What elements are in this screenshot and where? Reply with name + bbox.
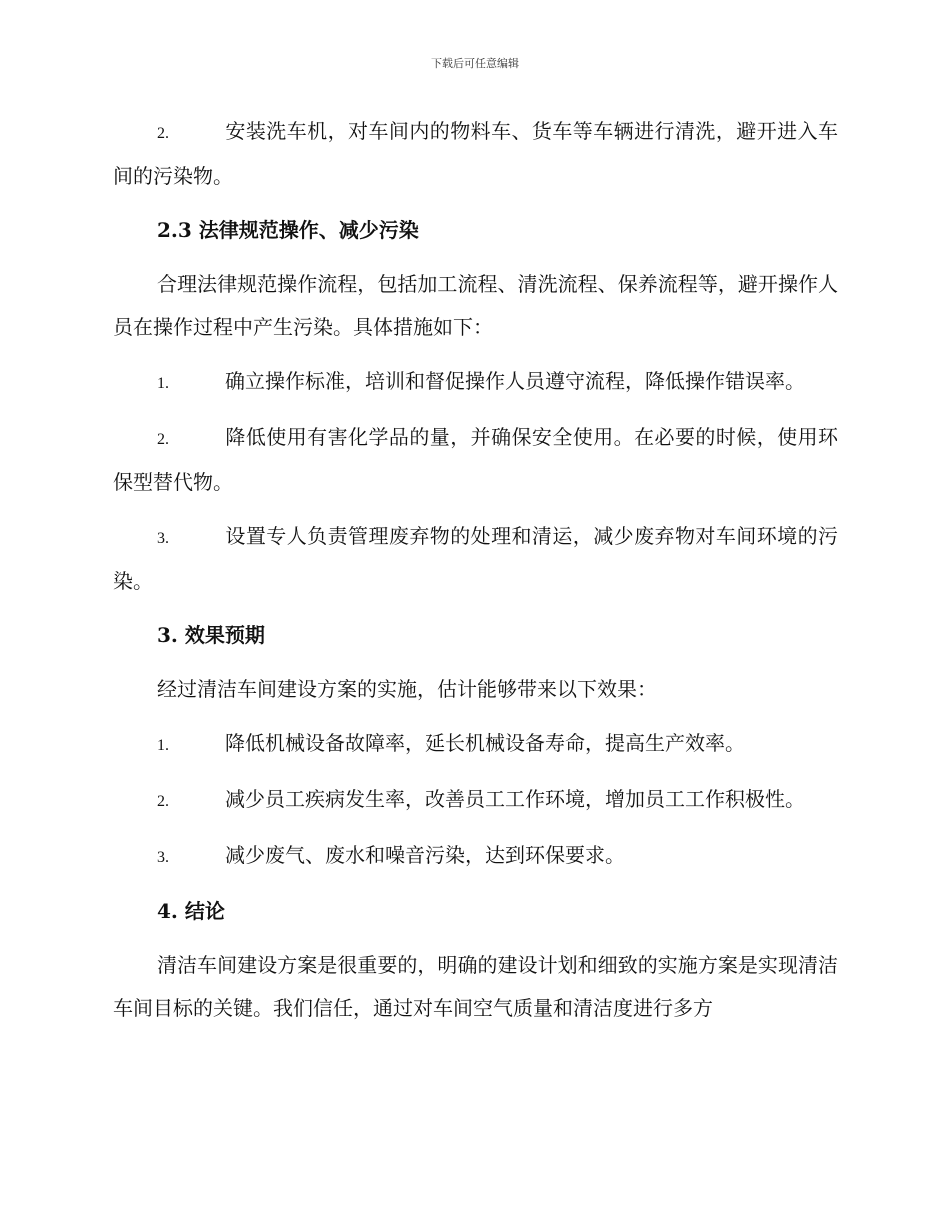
list-text: 安装洗车机，对车间内的物料车、货车等车辆进行清洗，避开进入车间的污染物。 [113, 119, 838, 188]
list-item [113, 110, 838, 198]
list-number: 1. [157, 375, 169, 392]
section-heading: 2.3 法律规范操作、减少污染 [157, 218, 419, 242]
list-text: 降低机械设备故障率，延长机械设备寿命，提高生产效率。 [225, 731, 745, 755]
list-number: 3. [157, 849, 169, 866]
paragraph: 清洁车间建设方案是很重要的，明确的建设计划和细致的实施方案是实现清洁车间目标的关键。我们信任，通过对车间空气质量和清洁度进行多方 [113, 953, 838, 1020]
list-number: 1. [157, 737, 169, 754]
list-text: 设置专人负责管理废弃物的处理和清运，减少废弃物对车间环境的污染。 [113, 524, 838, 593]
document-body [113, 110, 838, 1041]
list-number: 2. [157, 793, 169, 810]
list-number: 2. [157, 125, 169, 142]
paragraph: 经过清洁车间建设方案的实施，估计能够带来以下效果： [157, 677, 657, 701]
list-item [113, 778, 838, 823]
list-number: 2. [157, 431, 169, 448]
section-heading: 3. 效果预期 [157, 623, 265, 647]
list-text: 确立操作标准，培训和督促操作人员遵守流程，降低操作错误率。 [225, 369, 805, 393]
list-item [113, 416, 838, 504]
list-number: 3. [157, 530, 169, 547]
list-text: 减少废气、废水和噪音污染，达到环保要求。 [225, 843, 625, 867]
section-heading: 4. 结论 [157, 899, 225, 923]
paragraph: 合理法律规范操作流程，包括加工流程、清洗流程、保养流程等，避开操作人员在操作过程中产生污染。具体措施如下： [113, 272, 838, 339]
list-item [113, 722, 838, 767]
list-item [113, 834, 838, 879]
list-item [113, 515, 838, 603]
list-item [113, 360, 838, 405]
page-header: 下载后可任意编辑 [431, 57, 519, 70]
list-text: 减少员工疾病发生率，改善员工工作环境，增加员工工作积极性。 [225, 787, 805, 811]
list-text: 降低使用有害化学品的量，并确保安全使用。在必要的时候，使用环保型替代物。 [113, 425, 838, 494]
